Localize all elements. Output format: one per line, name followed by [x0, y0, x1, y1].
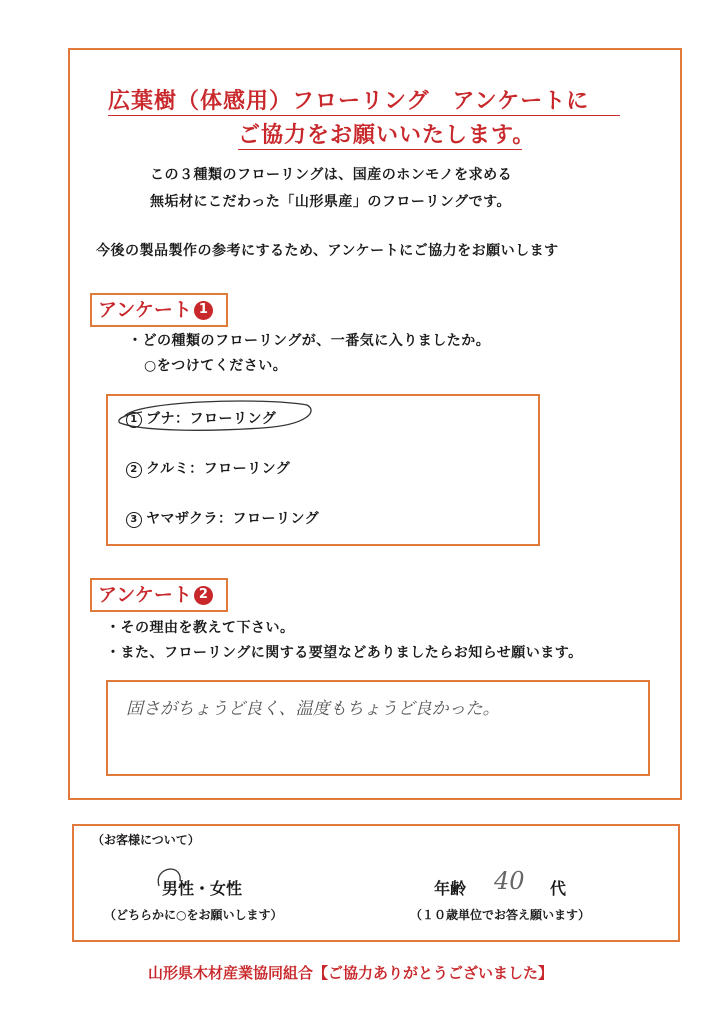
survey2-answer-text: 固さがちょうど良く、温度もちょうど良かった。: [126, 699, 500, 719]
option-number-3: 3: [126, 512, 142, 528]
option-3[interactable]: [126, 508, 319, 528]
title-underline-2: [238, 149, 522, 150]
survey1-question-line1: ・どの種類のフローリングが、一番気に入りましたか。: [128, 333, 491, 349]
intro-line2: 無垢材にこだわった「山形県産」のフローリングです。: [150, 194, 511, 210]
option-1[interactable]: [126, 408, 276, 428]
number-1-badge: 1: [194, 301, 213, 320]
age-value[interactable]: 40: [494, 867, 525, 895]
option-2-label: クルミ：フローリング: [146, 461, 291, 477]
survey2-heading-label: アンケート: [98, 584, 192, 606]
gender-options[interactable]: 男性・女性: [162, 879, 243, 898]
customer-heading: （お客様について）: [92, 833, 200, 847]
page-title-line2: ご協力をお願いいたします。: [238, 123, 536, 148]
survey1-question-line2: ○をつけてください。: [144, 358, 288, 374]
purpose-text: 今後の製品製作の参考にするため、アンケートにご協力をお願いします: [96, 243, 559, 259]
survey2-question-line2: ・また、フローリングに関する要望などありましたらお知らせ願います。: [106, 645, 583, 661]
survey1-heading: [90, 293, 228, 327]
footer-text: 山形県木材産業協同組合【ご協力ありがとうございました】: [148, 964, 554, 982]
age-prefix: 年齢: [434, 879, 467, 898]
survey1-heading-label: アンケート: [98, 299, 192, 321]
survey2-question-line1: ・その理由を教えて下さい。: [106, 620, 295, 636]
option-number-2: 2: [126, 462, 142, 478]
title-underline-1: [108, 115, 620, 116]
intro-line1: この３種類のフローリングは、国産のホンモノを求める: [150, 167, 513, 183]
age-note: （１０歳単位でお答え願います）: [410, 908, 591, 922]
option-3-label: ヤマザクラ：フローリング: [146, 511, 320, 527]
option-2[interactable]: [126, 458, 290, 478]
gender-note: （どちらかに○をお願いします）: [104, 908, 283, 922]
survey2-heading: [90, 578, 228, 612]
option-1-label: ブナ：フローリング: [146, 411, 277, 427]
age-suffix: 代: [550, 879, 567, 898]
option-number-1: 1: [126, 412, 142, 428]
number-2-badge: 2: [194, 586, 213, 605]
page-title-line1: 広葉樹（体感用）フローリング アンケートに: [108, 89, 590, 114]
